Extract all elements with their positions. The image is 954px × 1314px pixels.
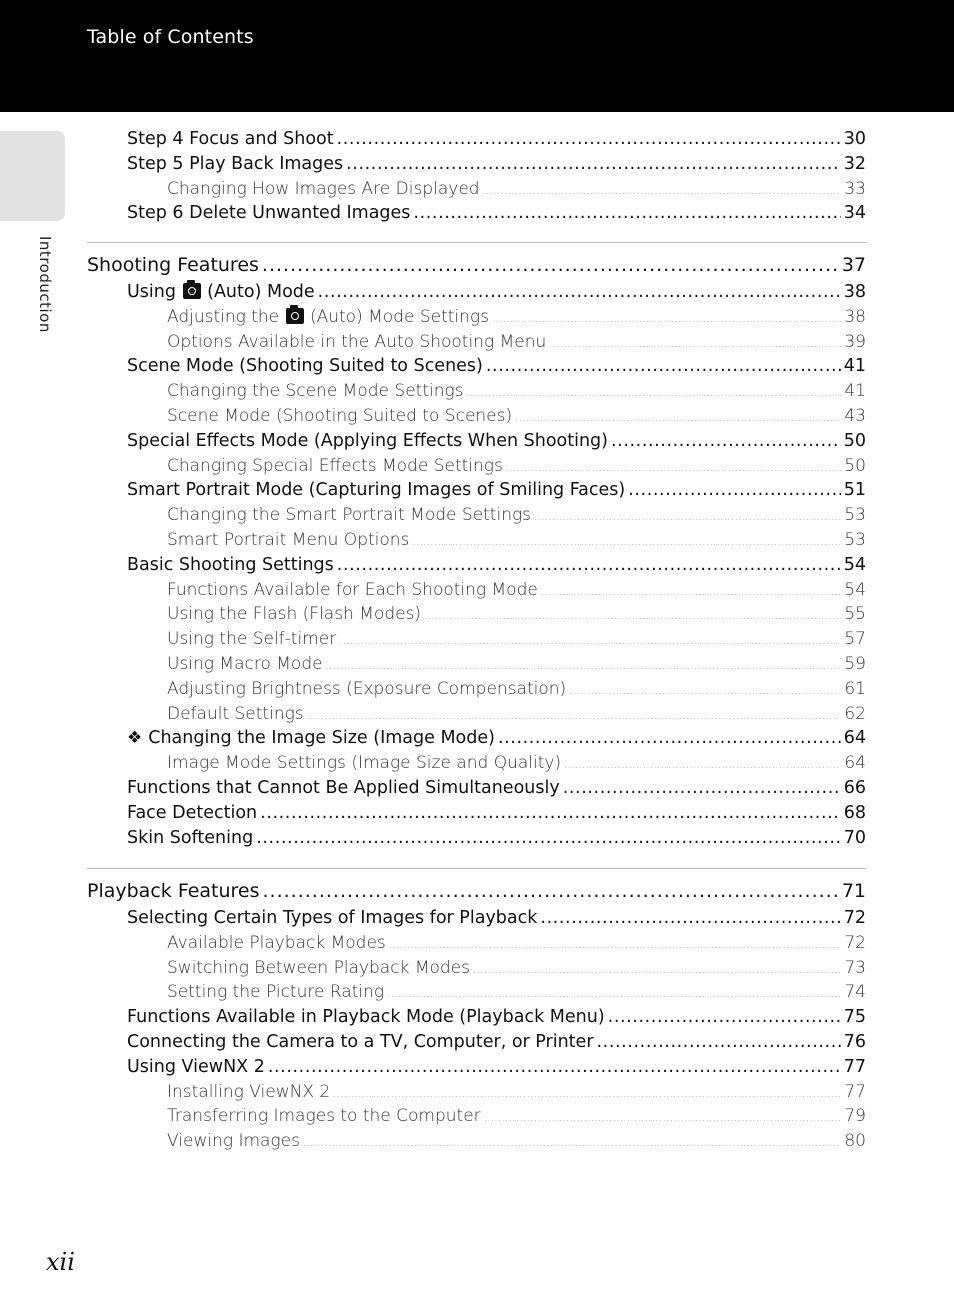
toc-page-number: 77 [843,1056,866,1077]
toc-entry[interactable] [87,1005,866,1030]
camera-icon [286,308,304,324]
toc-entry-text: Special Effects Mode (Applying Effects When Shooting) [127,430,608,451]
toc-entry[interactable] [87,801,866,826]
toc-entry-title [167,330,546,355]
camera-icon [183,283,201,299]
toc-subentry[interactable] [87,177,866,202]
dot-leader [339,630,841,652]
side-tab-label: Introduction [36,236,54,333]
toc-entry-text: Changing the Smart Portrait Mode Settings [167,505,532,526]
toc-entry-text: Step 6 Delete Unwanted Images [127,203,411,224]
toc-page-number: 59 [844,653,866,674]
toc-subentry[interactable] [87,330,866,355]
toc-page-number: 80 [844,1131,866,1152]
toc-entry-text: Step 5 Play Back Images [127,153,344,174]
toc-entry-title [167,454,503,479]
toc-entry-text: Functions Available in Playback Mode (Playback Menu) [127,1007,605,1028]
toc-entry-title [127,280,315,305]
toc-entry[interactable] [87,553,866,578]
toc-page-number: 73 [844,957,866,978]
toc-entry-title [127,726,495,751]
toc-page-number: 55 [844,604,866,625]
toc-subentry[interactable] [87,956,866,981]
toc-entry-title [127,553,334,578]
dot-leader [346,152,841,177]
toc-entry-title [167,652,323,677]
toc-subentry[interactable] [87,980,866,1005]
toc-entry-title [127,801,257,826]
toc-entry-title [167,931,386,956]
dot-leader [628,478,840,503]
toc-intro-section [87,127,866,226]
dot-leader [541,581,842,603]
toc-entry-title [127,906,537,931]
toc-entry-text: Changing Special Effects Mode Settings [167,455,503,476]
toc-page-number: 68 [843,802,866,823]
toc-subentry[interactable] [87,627,866,652]
toc-entry-text: (Auto) Mode Settings [304,306,489,327]
dot-leader [337,553,841,578]
toc-entry-title [127,429,608,454]
toc-entry-title [167,980,384,1005]
toc-entry-title [167,702,304,727]
toc-entry-title [167,1104,481,1129]
toc-entry-title [127,1030,594,1055]
toc-section-heading[interactable] [87,250,866,280]
toc-entry-text: Viewing Images [167,1131,300,1152]
dot-leader [534,506,841,528]
toc-entry[interactable] [87,1030,866,1055]
toc-entry-title [127,776,560,801]
dot-leader [260,801,841,826]
toc-entry-text: Functions that Cannot Be Applied Simultaneously [127,777,560,798]
toc-page-number: 72 [843,908,866,928]
toc-entry-text: Face Detection [127,802,258,823]
toc-entry-title [167,956,470,981]
toc-page-number: 41 [844,381,866,402]
toc-page-number: 37 [841,254,866,276]
toc-page-number: 33 [844,178,866,199]
toc-subentry[interactable] [87,578,866,603]
toc-entry-title [127,1005,605,1030]
toc-subentry[interactable] [87,652,866,677]
toc-page-number: 75 [843,1007,866,1028]
toc-entry-title [167,503,531,528]
toc-entry-text: Adjusting the [167,306,285,327]
toc-entry[interactable] [87,201,866,226]
toc-page-number: 76 [843,1031,866,1052]
toc-entry-title [87,876,260,906]
toc-entry-text: Functions Available for Each Shooting Mode [167,579,538,600]
toc-page-number: 50 [843,430,866,451]
dot-leader [473,959,841,981]
toc-subentry[interactable] [87,503,866,528]
dot-leader [263,876,839,906]
toc-entry-title [167,1080,330,1105]
toc-entry[interactable] [87,152,866,177]
page-number: xii [46,1248,75,1276]
toc-entry-text: Options Available in the Auto Shooting Menu [167,331,547,352]
toc-page-number: 74 [844,982,866,1003]
toc-entry-text: Setting the Picture Rating [167,982,385,1003]
dot-leader [515,407,841,429]
side-tab [0,131,65,221]
dot-leader [608,1005,841,1030]
dot-leader [563,776,841,801]
dot-leader [486,354,841,379]
toc-page-number: 71 [841,880,866,902]
toc-subentry[interactable] [87,1080,866,1105]
image-mode-icon: ❖ [127,728,143,749]
toc-page-number: 57 [844,629,866,650]
toc-subentry[interactable] [87,751,866,776]
dot-leader [412,531,841,553]
dot-leader [262,250,839,280]
dot-leader [318,280,841,305]
toc-entry[interactable] [87,429,866,454]
toc-entry-text: Switching Between Playback Modes [167,957,470,978]
dot-leader [506,457,842,479]
header-bar [0,0,954,112]
toc-entry-text: Playback Features [87,880,260,902]
toc-page-number: 51 [843,480,866,501]
toc-entry-text: Selecting Certain Types of Images for Playback [127,908,538,928]
toc-entry-text: Basic Shooting Settings [127,554,334,575]
toc-entry-text: Changing the Image Size (Image Mode) [148,728,495,749]
toc-entry-text: Using the Self-timer [167,629,337,650]
dot-leader [484,1107,842,1129]
dot-leader [549,333,841,355]
toc-subentry[interactable] [87,602,866,627]
header-title: Table of Contents [87,26,254,48]
toc-page-number: 53 [844,505,866,526]
toc-page-number: 66 [843,777,866,798]
toc-page-number: 32 [843,153,866,174]
toc-entry[interactable] [87,478,866,503]
toc-entry-text: Smart Portrait Menu Options [167,529,410,550]
toc-entry[interactable] [87,726,866,751]
toc-entry-text: Skin Softening [127,827,254,848]
toc-entry-text: Transferring Images to the Computer [167,1106,481,1127]
toc-playback-section [87,876,866,1154]
toc-section-heading[interactable] [87,876,866,906]
dot-leader [467,382,842,404]
toc-subentry[interactable] [87,677,866,702]
toc-entry-text: Available Playback Modes [167,932,386,953]
toc-subentry[interactable] [87,404,866,429]
toc-page-number: 72 [844,932,866,953]
toc-page-number: 77 [844,1081,866,1102]
toc-entry-title [167,677,566,702]
toc-page-number: 39 [844,331,866,352]
toc-entry[interactable] [87,280,866,305]
toc-entry-title [127,826,253,851]
toc-entry-title [167,379,464,404]
toc-subentry[interactable] [87,305,866,330]
toc-page-number: 38 [844,306,866,327]
dot-leader [413,201,840,226]
toc-entry-text: Step 4 Focus and Shoot [127,129,334,149]
dot-leader [611,429,841,454]
section-divider [87,868,866,869]
toc-page-number: 53 [844,529,866,550]
toc-entry-title [167,578,538,603]
toc-entry-text: Connecting the Camera to a TV, Computer, or Printer [127,1031,594,1052]
toc-entry-title [127,478,625,503]
toc-page-number: 61 [844,678,866,699]
toc-entry[interactable] [87,826,866,851]
dot-leader [564,754,841,776]
toc-entry-text: Installing ViewNX 2 [167,1081,331,1102]
toc-entry-text: Using ViewNX 2 [127,1056,265,1077]
toc-page-number: 54 [843,554,866,575]
toc-page-number: 79 [844,1106,866,1127]
dot-leader [333,1083,841,1105]
toc-page-number: 64 [844,753,866,774]
toc-entry-title [167,528,409,553]
toc-entry-text: Scene Mode (Shooting Suited to Scenes) [167,405,513,426]
toc-entry-title [167,602,421,627]
toc-page-number: 34 [843,203,866,224]
toc-subentry[interactable] [87,1104,866,1129]
dot-leader [424,605,841,627]
toc-page-number: 41 [843,356,866,377]
toc-page-number: 38 [843,282,866,302]
toc-entry-title [167,177,480,202]
dot-leader [256,826,841,851]
toc-entry-title [167,305,489,330]
dot-leader [483,180,842,202]
toc-entry-title [167,404,512,429]
toc-entry-text: Changing the Scene Mode Settings [167,381,464,402]
dot-leader [268,1055,841,1080]
toc-subentry[interactable] [87,454,866,479]
toc-entry-title [87,250,259,280]
toc-page-number: 30 [843,129,866,149]
toc-page-number: 62 [844,703,866,724]
toc-entry-text: Smart Portrait Mode (Capturing Images of Smiling Faces) [127,480,626,501]
dot-leader [389,934,842,956]
dot-leader [492,308,841,330]
dot-leader [540,906,840,931]
toc-entry[interactable] [87,354,866,379]
dot-leader [569,680,841,702]
toc-page-number: 43 [844,405,866,426]
dot-leader [498,726,841,751]
toc-entry-title [127,1055,265,1080]
toc-entry-text: Image Mode Settings (Image Size and Quality) [167,753,562,774]
toc-entry-text: Using Macro Mode [167,653,323,674]
toc-entry[interactable] [87,1055,866,1080]
dot-leader [337,127,841,152]
toc-entry[interactable] [87,127,866,152]
toc-subentry[interactable] [87,1129,866,1154]
toc-entry-text: Using [127,282,182,302]
toc-entry-text: (Auto) Mode [201,282,315,302]
toc-entry[interactable] [87,776,866,801]
toc-subentry[interactable] [87,528,866,553]
toc-page-number: 70 [843,827,866,848]
dot-leader [326,655,842,677]
toc-subentry[interactable] [87,702,866,727]
dot-leader [303,1132,841,1154]
toc-entry-text: Changing How Images Are Displayed [167,178,480,199]
toc-entry-text: Default Settings [167,703,304,724]
toc-entry[interactable] [87,906,866,931]
dot-leader [597,1030,841,1055]
toc-page-number: 54 [844,579,866,600]
toc-entry-title [167,1129,300,1154]
toc-entry-title [127,354,483,379]
toc-page-number: 64 [843,728,866,749]
toc-entry-text: Shooting Features [87,254,259,276]
toc-entry-text: Using the Flash (Flash Modes) [167,604,422,625]
toc-entry-title [167,627,336,652]
toc-subentry[interactable] [87,931,866,956]
dot-leader [307,705,842,727]
toc-entry-text: Adjusting Brightness (Exposure Compensation) [167,678,567,699]
toc-entry-title [127,201,410,226]
toc-shooting-section [87,250,866,850]
toc-entry-title [167,751,561,776]
toc-entry-text: Scene Mode (Shooting Suited to Scenes) [127,356,483,377]
section-divider [87,242,866,243]
toc-page-number: 50 [844,455,866,476]
toc-entry-title [127,152,343,177]
dot-leader [387,983,841,1005]
toc-entry-title [127,127,334,152]
toc-subentry[interactable] [87,379,866,404]
